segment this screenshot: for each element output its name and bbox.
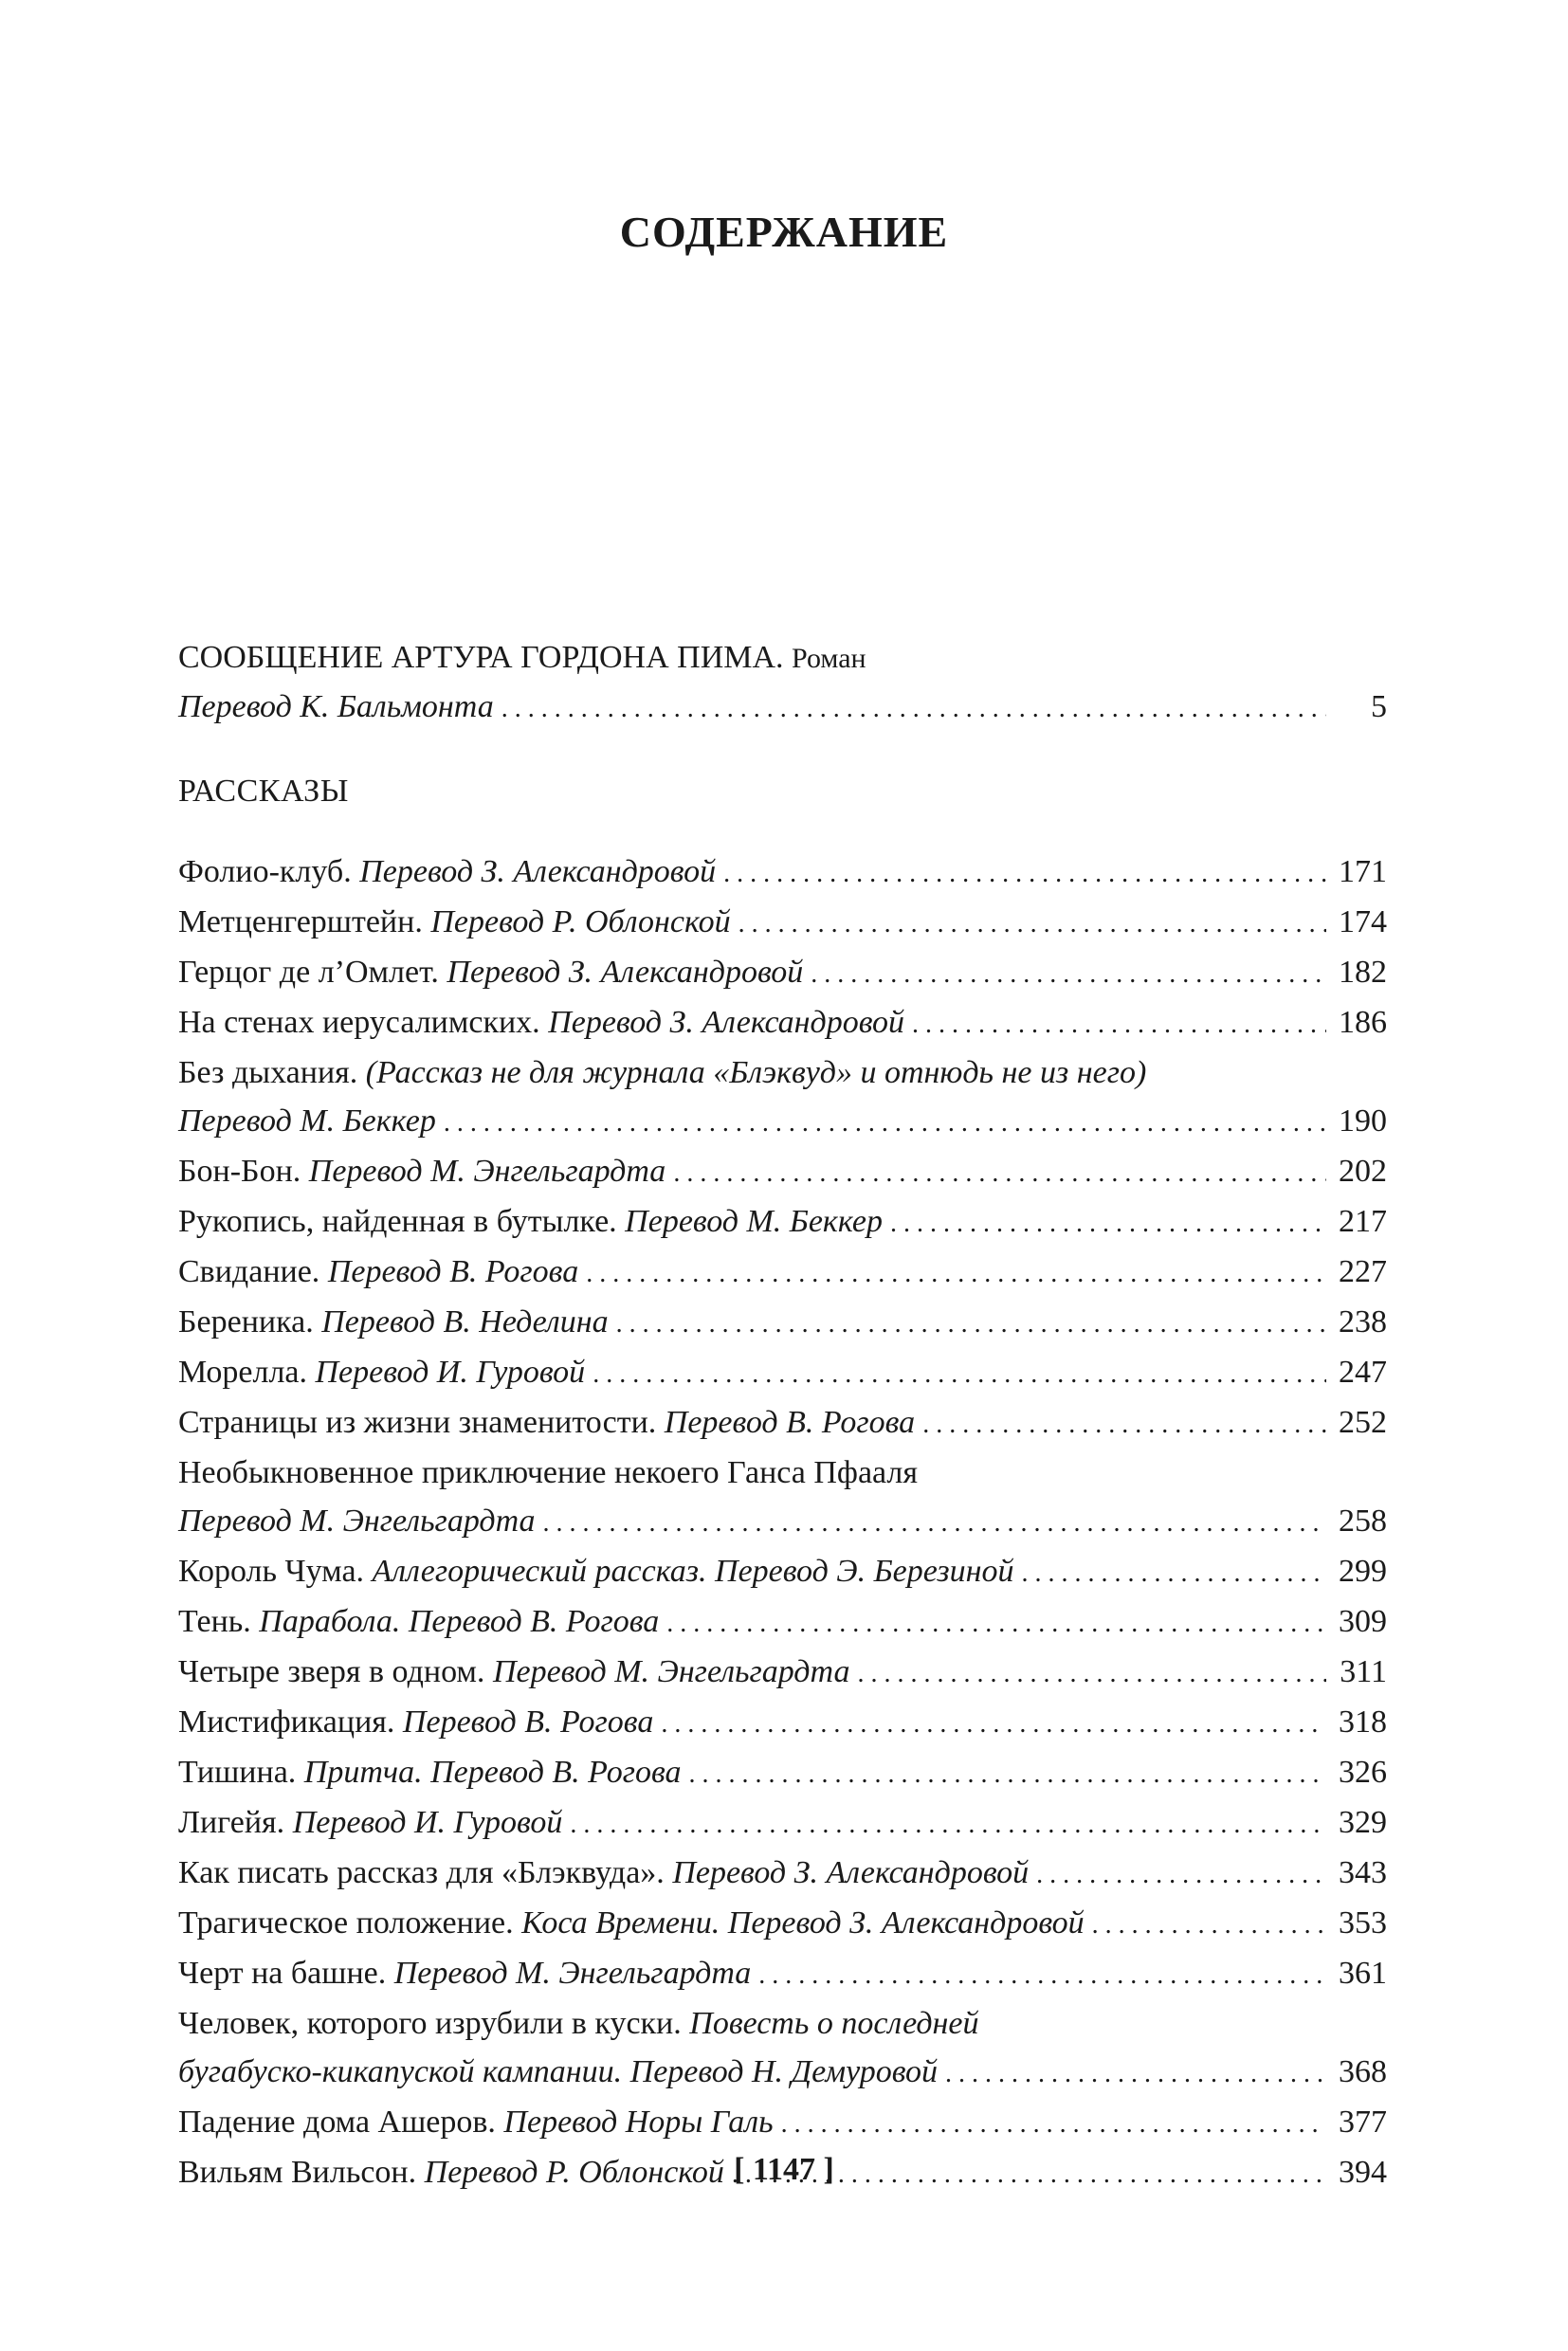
toc-entry-line [178,898,1387,948]
story-translator: Перевод М. Энгельгардта [492,1654,850,1689]
toc-entry-first-line [178,1999,1387,2048]
page-number: 353 [1339,1905,1387,1941]
toc-entry-line [178,2048,1387,2098]
story-title: Метценгерштейн. [178,904,431,939]
toc-entry [178,1398,1387,1449]
story-translator: Перевод З. Александровой [447,955,804,990]
toc-entry [178,1999,1387,2098]
toc-entry-line [178,2098,1387,2148]
story-translator: Перевод М. Энгельгардта [178,1504,536,1539]
toc-entry [178,898,1387,948]
novel-title: СООБЩЕНИЕ АРТУРА ГОРДОНА ПИМА. [178,640,784,675]
toc-entry-text [178,1798,562,1847]
toc-entry [178,948,1387,998]
story-title: Береника. [178,1304,322,1340]
story-title: Фолио-клуб. [178,854,360,889]
toc-entry-first-line [178,1048,1387,1097]
toc-entry [178,1899,1387,1949]
toc-entry-line [178,1899,1387,1949]
leader-dots [1022,1549,1327,1597]
toc-entry [178,847,1387,898]
leader-dots [912,1000,1326,1048]
story-title: Как писать рассказ для «Блэквуда». [178,1855,673,1890]
toc-entry-text [178,1147,665,1195]
novel-page-number: 5 [1371,689,1387,724]
toc-entry-text [178,1398,915,1447]
page-number: 227 [1339,1254,1387,1289]
novel-entry [178,633,1387,733]
toc-entry-line [178,1849,1387,1899]
toc-entry-line [178,1398,1387,1449]
story-title: Падение дома Ашеров. [178,2105,504,2140]
leader-dots [570,1800,1326,1849]
toc-entry [178,1648,1387,1698]
toc-entry-text [178,1899,1085,1947]
page-number: 258 [1339,1504,1387,1539]
toc-entry-line [178,1248,1387,1298]
page-number: 238 [1339,1304,1387,1340]
page-number: 343 [1339,1855,1387,1890]
story-subtitle: (Рассказ не для журнала «Блэквуд» и отнюдь не из него) [365,1055,1147,1090]
toc-entry-text [178,1648,849,1696]
story-translator: Перевод З. Александровой [359,854,717,889]
stories-list [178,847,1387,2198]
story-translator: бугабуско-кикапуской кампании. Перевод Н. Демуровой [178,2054,939,2089]
toc-entry-line [178,1147,1387,1197]
toc-entry-text [178,1348,585,1396]
story-subtitle: Повесть о последней [689,2006,979,2041]
leader-dots [890,1199,1326,1248]
toc-entry-line [178,1798,1387,1849]
story-translator: Парабола. Перевод В. Рогова [259,1604,660,1639]
toc-entry [178,1449,1387,1547]
toc-entry-line [178,1197,1387,1248]
leader-dots [781,2100,1326,2148]
story-title: На стенах иерусалимских. [178,1005,549,1040]
leader-dots [738,900,1326,948]
story-translator: Перевод М. Энгельгардта [308,1154,666,1189]
toc-entry-text [178,1748,682,1796]
leader-dots [444,1099,1326,1147]
story-title: Тень. [178,1604,260,1639]
novel-genre: Роман [792,643,866,674]
toc-entry [178,2098,1387,2148]
story-translator: Перевод И. Гуровой [292,1805,563,1840]
story-title: Мистификация. [178,1704,403,1740]
story-translator: Перевод М. Энгельгардта [393,1956,752,1991]
story-translator: Перевод Р. Облонской [424,2155,724,2190]
page-number: 182 [1339,955,1387,990]
page-number: 311 [1340,1654,1387,1689]
story-translator: Перевод М. Беккер [178,1103,436,1139]
toc-entry [178,1547,1387,1597]
toc-entry-line [178,847,1387,898]
leader-dots [922,1400,1326,1449]
leader-dots [673,1149,1326,1197]
story-translator: Перевод В. Рогова [327,1254,579,1289]
toc-entry-text [178,998,904,1047]
novel-translator-line [178,683,1387,733]
toc-entry-text [178,1849,1029,1897]
page-number: 190 [1339,1103,1387,1139]
leader-dots [661,1700,1326,1748]
leader-dots [501,684,1326,733]
toc-entry-line [178,1497,1387,1547]
story-translator: Перевод Норы Галь [503,2105,774,2140]
story-title: Король Чума. [178,1554,373,1589]
story-title: Черт на башне. [178,1956,394,1991]
toc-entry-text [178,948,803,996]
toc-entry-text [178,1597,659,1646]
story-translator: Аллегорический рассказ. Перевод Э. Березиной [372,1554,1014,1589]
toc-entry-line [178,948,1387,998]
toc-entry-line [178,1547,1387,1597]
page-number: 252 [1339,1405,1387,1440]
stories-section-heading: РАССКАЗЫ [178,774,349,809]
table-of-contents [178,633,1387,2198]
leader-dots [1036,1850,1326,1899]
toc-entry [178,1698,1387,1748]
toc-entry-line [178,998,1387,1048]
leader-dots [666,1599,1326,1648]
story-translator: Притча. Перевод В. Рогова [303,1755,682,1790]
story-title: Бон-Бон. [178,1154,309,1189]
leader-dots [1092,1901,1326,1949]
leader-dots [543,1499,1326,1547]
page-folio-number: [ 1147 ] [734,2152,834,2187]
novel-title-line [178,633,1387,683]
story-translator: Перевод Р. Облонской [430,904,731,939]
page-number: 394 [1339,2155,1387,2190]
leader-dots [689,1750,1326,1798]
toc-entry [178,1248,1387,1298]
leader-dots [616,1300,1326,1348]
page-number: 174 [1339,904,1387,939]
toc-entry-text [178,847,716,896]
page-number: 186 [1339,1005,1387,1040]
story-title: Трагическое положение. [178,1905,522,1941]
toc-entry-text [178,2048,938,2096]
story-title: Человек, которого изрубили в куски. [178,2006,690,2041]
toc-entry [178,1748,1387,1798]
leader-dots [945,2050,1326,2098]
story-translator: Перевод З. Александровой [548,1005,905,1040]
toc-entry [178,1147,1387,1197]
story-translator: Перевод В. Рогова [402,1704,654,1740]
toc-entry-line [178,1949,1387,1999]
toc-entry-line [178,1348,1387,1398]
page-number: 377 [1339,2105,1387,2140]
story-title: Страницы из жизни знаменитости. [178,1405,665,1440]
leader-dots [811,950,1326,998]
leader-dots [593,1350,1326,1398]
leader-dots [723,849,1326,898]
toc-entry-line [178,1648,1387,1698]
toc-entry-text [178,1298,609,1346]
page-title: СОДЕРЖАНИЕ [619,208,949,256]
toc-entry-line [178,1097,1387,1147]
toc-entry [178,1348,1387,1398]
toc-entry-text [178,898,731,946]
toc-entry-line [178,1748,1387,1798]
story-title: Вильям Вильсон. [178,2155,425,2190]
toc-entry [178,998,1387,1048]
toc-entry-line [178,1298,1387,1348]
toc-entry-text [178,1097,436,1145]
leader-dots [857,1649,1326,1698]
toc-entry [178,1298,1387,1348]
page-number: 326 [1339,1755,1387,1790]
story-translator: Перевод В. Неделина [321,1304,609,1340]
story-title: Морелла. [178,1355,316,1390]
leader-dots [758,1951,1326,1999]
toc-entry-text [178,1698,653,1746]
page-number: 318 [1339,1704,1387,1740]
story-translator: Перевод М. Беккер [625,1204,883,1239]
story-title: Необыкновенное приключение некоего Ганса Пфааля [178,1455,919,1490]
page-number: 368 [1339,2054,1387,2089]
novel-translator: Перевод К. Бальмонта [178,689,494,724]
toc-entry-text [178,1497,536,1545]
page-number: 299 [1339,1554,1387,1589]
page-number: 329 [1339,1805,1387,1840]
page-number: 202 [1339,1154,1387,1189]
toc-entry [178,1197,1387,1248]
toc-entry [178,1849,1387,1899]
page-number: 247 [1339,1355,1387,1390]
page-number: 309 [1339,1604,1387,1639]
toc-entry [178,1597,1387,1648]
story-title: Лигейя. [178,1805,293,1840]
story-title: Свидание. [178,1254,328,1289]
story-translator: Перевод З. Александровой [672,1855,1030,1890]
story-title: Четыре зверя в одном. [178,1654,493,1689]
toc-entry-text [178,1547,1014,1595]
toc-entry [178,1048,1387,1147]
story-title: Рукопись, найденная в бутылке. [178,1204,626,1239]
toc-entry-text [178,1949,751,1997]
toc-entry [178,1798,1387,1849]
leader-dots [586,1249,1326,1298]
story-title: Без дыхания. [178,1055,366,1090]
story-translator: Перевод И. Гуровой [315,1355,586,1390]
toc-entry-text [178,2098,774,2146]
story-translator: Перевод В. Рогова [664,1405,916,1440]
story-title: Тишина. [178,1755,304,1790]
story-translator: Коса Времени. Перевод З. Александровой [521,1905,1085,1941]
toc-entry-line [178,1597,1387,1648]
toc-entry-line [178,1698,1387,1748]
toc-entry-text [178,1248,578,1296]
page-number: 217 [1339,1204,1387,1239]
page-number: 361 [1339,1956,1387,1991]
story-title: Герцог де л’Омлет. [178,955,447,990]
toc-entry-text [178,1197,883,1246]
toc-entry-first-line [178,1449,1387,1497]
toc-entry [178,1949,1387,1999]
page-number: 171 [1339,854,1387,889]
